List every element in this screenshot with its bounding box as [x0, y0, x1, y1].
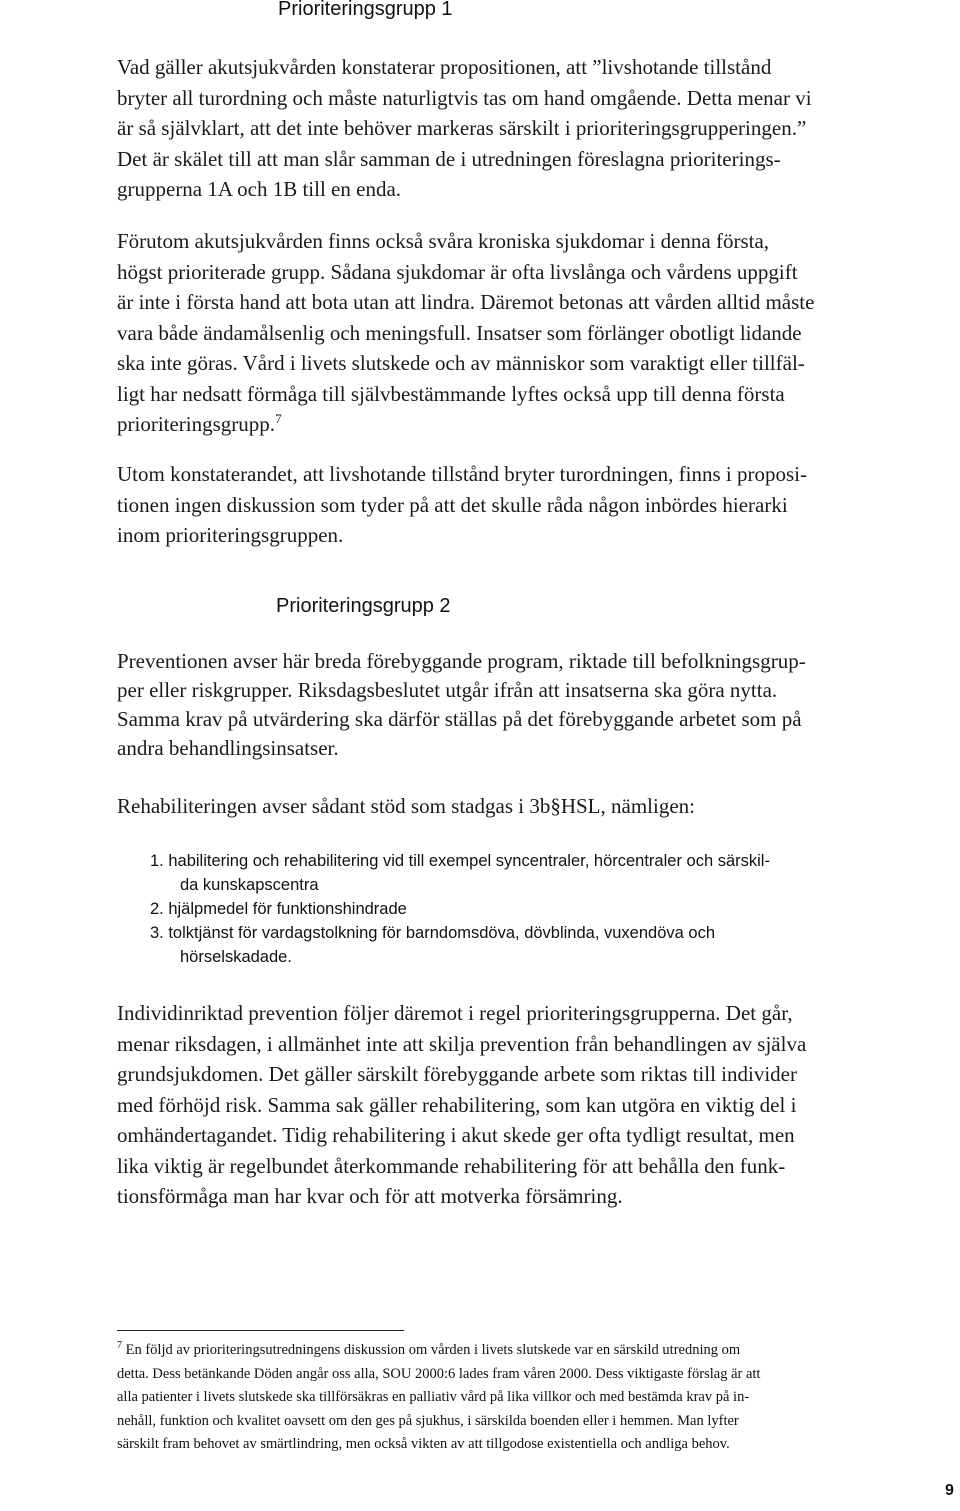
text-line: vara både ändamålsenlig och meningsfull. Insatser som förlänger obotligt lidande: [117, 320, 802, 345]
footnote-number: 7: [117, 1340, 122, 1352]
footnote-line: [117, 1339, 959, 1363]
footnote: [117, 1339, 959, 1457]
text-line: grundsjukdomen. Det gäller särskilt förebyggande arbete som riktas till individer: [117, 1062, 797, 1086]
text-line: med förhöjd risk. Samma sak gäller rehabilitering, som kan utgöra en viktig del i: [117, 1092, 797, 1117]
list-item: 3. tolktjänst för vardagstolkning för barndomsdöva, dövblinda, vuxendöva och: [150, 924, 716, 942]
text-line: inom prioriteringsgruppen.: [117, 523, 344, 547]
text-line: [117, 409, 959, 440]
footnote-line-content: En följd av prioriteringsutredningens diskussion om vården i livets slutskede var en särskild utredning om: [125, 1342, 741, 1358]
text-line: högst prioriterade grupp. Sådana sjukdomar är ofta livslånga och vårdens uppgift: [117, 259, 798, 284]
text-line: grupperna 1A och 1B till en enda.: [117, 177, 402, 201]
text-line: Det är skälet till att man slår samman de i utredningen föreslagna prioriterings-: [117, 146, 781, 171]
footnote-separator: [117, 1330, 404, 1331]
paragraph-rehabilitation-intro: [117, 791, 959, 822]
text-line: Preventionen avser här breda förebyggande program, riktade till befolkningsgrup-: [117, 649, 806, 673]
footnote-reference: 7: [275, 411, 282, 426]
text-line: tionsförmåga man har kvar och för att motverka försämring.: [117, 1184, 623, 1208]
text-line: tionen ingen diskussion som tyder på att det skulle råda någon inbördes hierarki: [117, 492, 788, 517]
page-number: 9: [945, 1482, 954, 1499]
paragraph-chronic-diseases: [117, 226, 959, 440]
text-line: ska inte göras. Vård i livets slutskede och av människor som varaktigt eller tillfäl-: [117, 351, 805, 375]
text-line: omhändertagandet. Tidig rehabilitering i akut skede ger ofta tydligt resultat, men: [117, 1123, 795, 1147]
text-line: Individinriktad prevention följer däremot i regel prioriteringsgrupperna. Det går,: [117, 1001, 793, 1025]
text-line: Utom konstaterandet, att livshotande tillstånd bryter turordningen, finns i proposi-: [117, 462, 807, 486]
text-line: Förutom akutsjukvården finns också svåra kroniska sjukdomar i denna första,: [117, 229, 770, 253]
text-line: är inte i första hand att bota utan att lindra. Däremot betonas att vården alltid måste: [117, 290, 815, 314]
text-line: är så självklart, att det inte behöver markeras särskilt i prioriteringsgrupperingen.”: [117, 116, 807, 140]
text-line-content: prioriteringsgrupp.: [117, 412, 276, 436]
list-item: 1. habilitering och rehabilitering vid till exempel syncentraler, hörcentraler och särskil-: [150, 852, 770, 870]
text-line: bryter all turordning och måste naturligtvis tas om hand omgående. Detta menar vi: [117, 85, 812, 110]
list-item: 2. hjälpmedel för funktionshindrade: [150, 900, 407, 918]
paragraph-individual-prevention: [117, 998, 959, 1212]
text-line: lika viktig är regelbundet återkommande rehabilitering för att behålla den funk-: [117, 1153, 786, 1178]
list-item-continuation: da kunskapscentra: [180, 876, 319, 894]
text-line: Vad gäller akutsjukvården konstaterar propositionen, att ”livshotande tillstånd: [117, 55, 772, 79]
footnote-line: detta. Dess betänkande Döden angår oss alla, SOU 2000:6 lades fram våren 2000. Dess viktigaste förslag är att: [117, 1365, 761, 1382]
paragraph-prevention: [117, 647, 959, 763]
footnote-line: särskilt fram behovet av smärtlindring, men också vikten av att tillgodose existentiella och andliga behov.: [117, 1436, 730, 1452]
paragraph-acute-care: [117, 52, 959, 205]
list-item-continuation: hörselskadade.: [180, 948, 292, 966]
rehabilitation-list: [150, 849, 910, 969]
footnote-line: nehåll, funktion och kvalitet oavsett om den ges på sjukhus, i särskilda boenden eller i hemmen. Man lyfter: [117, 1412, 739, 1429]
text-line: Samma krav på utvärdering ska därför ställas på det förebyggande arbetet som på: [117, 707, 802, 731]
text-line: per eller riskgrupper. Riksdagsbeslutet utgår ifrån att insatserna ska göra nytta.: [117, 678, 778, 702]
text-line: andra behandlingsinsatser.: [117, 736, 339, 760]
footnote-line: alla patienter i livets slutskede ska tillförsäkras en palliativ vård på lika villkor och med bestämda krav på in-: [117, 1389, 750, 1405]
text-line: ligt har nedsatt förmåga till självbestämmande lyftes också upp till denna första: [117, 381, 785, 406]
text-line: menar riksdagen, i allmänhet inte att skilja prevention från behandlingen av själva: [117, 1031, 807, 1056]
paragraph-hierarchy: [117, 459, 959, 551]
section-heading-group-1: Prioriteringsgrupp 1: [278, 0, 453, 20]
section-heading-group-2: Prioriteringsgrupp 2: [276, 595, 451, 617]
text-line: Rehabiliteringen avser sådant stöd som stadgas i 3b§HSL, nämligen:: [117, 794, 695, 818]
